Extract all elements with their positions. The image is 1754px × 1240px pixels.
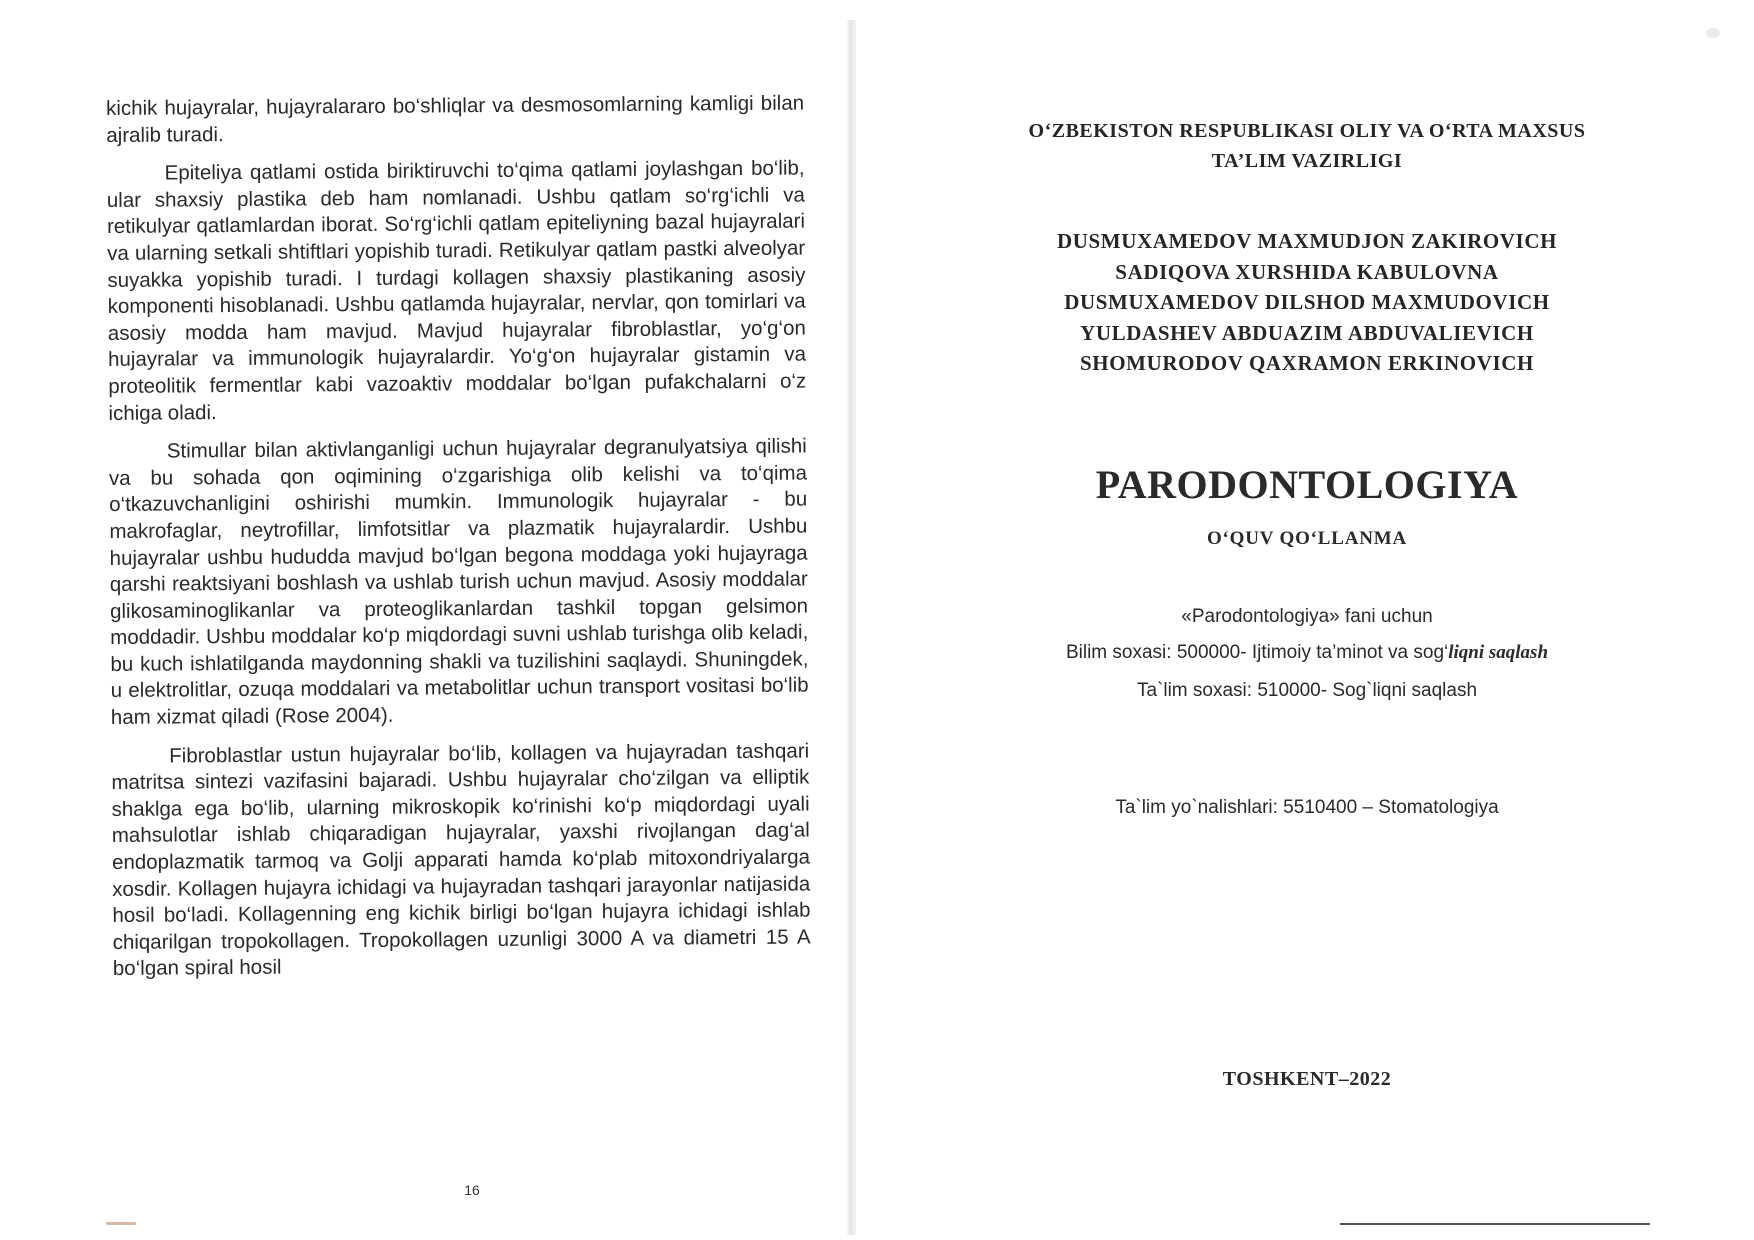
author-3: DUSMUXAMEDOV DILSHOD MAXMUDOVICH [1064,290,1550,314]
bottom-rule [1340,1223,1650,1225]
paragraph-1: kichik hujayralar, hujayralararo bo‘shliqlar va desmosomlarning kamligi bilan ajralib turadi. [106,91,805,147]
paragraph-3: Stimullar bilan aktivlanganligi uchun hujayralar degranulyatsiya qilishi va bu sohada qon oqimining o‘zgarishiga olib kelishi va to‘qima o‘tkazuvchanligini oshirishi mumkin. Immunologik hujayralar - bu makrofaglar, neytrofillar, limfotsitlar va plazmatik hujayralardir. Ushbu hujayralar ushbu hududda mavjud bo‘lgan begona moddaga yoki hujayraga qarshi reaktsiyani boshlash va ushlab turish uchun mavjud. Asosiy moddalar glikosaminoglikanlar va proteoglikanlardan tashkil topgan gelsimon moddadir. Ushbu moddalar ko‘p miqdordagi suvni ushlab turishga olib keladi, bu kuch ishlatilganda maydonning shakli va tuzilishini saqlaydi. Shuningdek, u elektrolitlar, ozuqa moddalari va metabolitlar uchun transport vositasi bo‘lib ham xizmat qiladi (Rose 2004). [108,434,809,730]
knowledge-field-italic: liqni saqlash [1448,642,1549,663]
book-title: PARODONTOLOGIYA [1095,462,1519,507]
ministry-heading [860,116,1754,176]
paragraph-2: Epiteliya qatlami ostida biriktiruvchi to‘qima qatlami joylashgan bo‘lib, ular shaxsiy plastika deb ham nomlanadi. Ushbu qatlam so‘rg‘ichli va retikulyar qatlamlardan iborat. So‘rg‘ichli qatlam epiteliyning bazal hujayralari va ularning setkali shtiftlari yopishib turadi. Retikulyar qatlam pastki alveolyar suyakka yopishib turadi. I turdagi kollagen shaxsiy plastikaning asosiy komponenti hisoblanadi. Ushbu qatlamda hujayralar, nervlar, qon tomirlari va asosiy modda ham mavjud. Mavjud hujayralar fibroblastlar, yo‘g‘on hujayralar va immunologik hujayralardir. Yo‘g‘on hujayralar gistamin va proteolitik fermentlar kabi vazoaktiv moddalar bo‘lgan pufakchalarni o‘z ichiga oladi. [106,156,807,425]
author-1: DUSMUXAMEDOV MAXMUDJON ZAKIROVICH [1056,229,1558,253]
right-page [860,0,1754,1240]
ministry-line-2: TA’LIM VAZIRLIGI [1211,150,1403,172]
ministry-line-1: O‘ZBEKISTON RESPUBLIKASI OLIY VA O‘RTA MAXSUS [1028,120,1586,142]
left-page [0,0,860,1240]
knowledge-field-line [860,641,1754,665]
knowledge-field-text: Bilim soxasi: 500000- Ijtimoiy ta’minot va sog‘ [1065,642,1449,663]
city-year: TOSHKENT–2022 [1222,1068,1392,1090]
author-4: YULDASHEV ABDUAZIM ABDUVALIEVICH [1080,320,1534,345]
education-field-line: Ta`lim soxasi: 510000- Sog`liqni saqlash [1136,680,1478,701]
left-page-body [106,91,811,995]
subject-line: «Parodontologiya» fani uchun [1181,606,1433,627]
scan-smudge [106,1222,136,1225]
author-2: SADIQOVA XURSHIDA KABULOVNA [1115,259,1499,284]
paragraph-4: Fibroblastlar ustun hujayralar bo‘lib, kollagen va hujayradan tashqari matritsa sintezi vazifasini bajaradi. Ushbu hujayralar cho‘zilgan va elliptik shaklga ega bo‘lib, ularning mikroskopik ko‘rinishi ko‘p miqdordagi uyali mahsulotlar ishlab chiqaradigan hujayralar, yaxshi rivojlangan dag‘al endoplazmatik tarmoq va Golji apparati hamda ko‘plab mitoxondriyalarga xosdir. Kollagen hujayra ichidagi va hujayradan tashqari jarayonlar natijasida hosil bo‘ladi. Kollagenning eng kichik birligi bo‘lgan hujayra ichidagi ishlab chiqarilgan tropokollagen. Tropokollagen uzunligi 3000 A va diametri 15 A bo‘lgan spiral hosil [111,739,811,981]
scan-corner-mark [1706,28,1720,38]
author-5: SHOMURODOV QAXRAMON ERKINOVICH [1080,351,1534,375]
book-gutter-shadow [846,20,856,1235]
education-direction-line: Ta`lim yo`nalishlari: 5510400 – Stomatologiya [1115,797,1499,818]
page-number: 16 [464,1182,480,1198]
authors-list [860,226,1754,379]
book-subtitle: O‘QUV QO‘LLANMA [1206,528,1408,549]
